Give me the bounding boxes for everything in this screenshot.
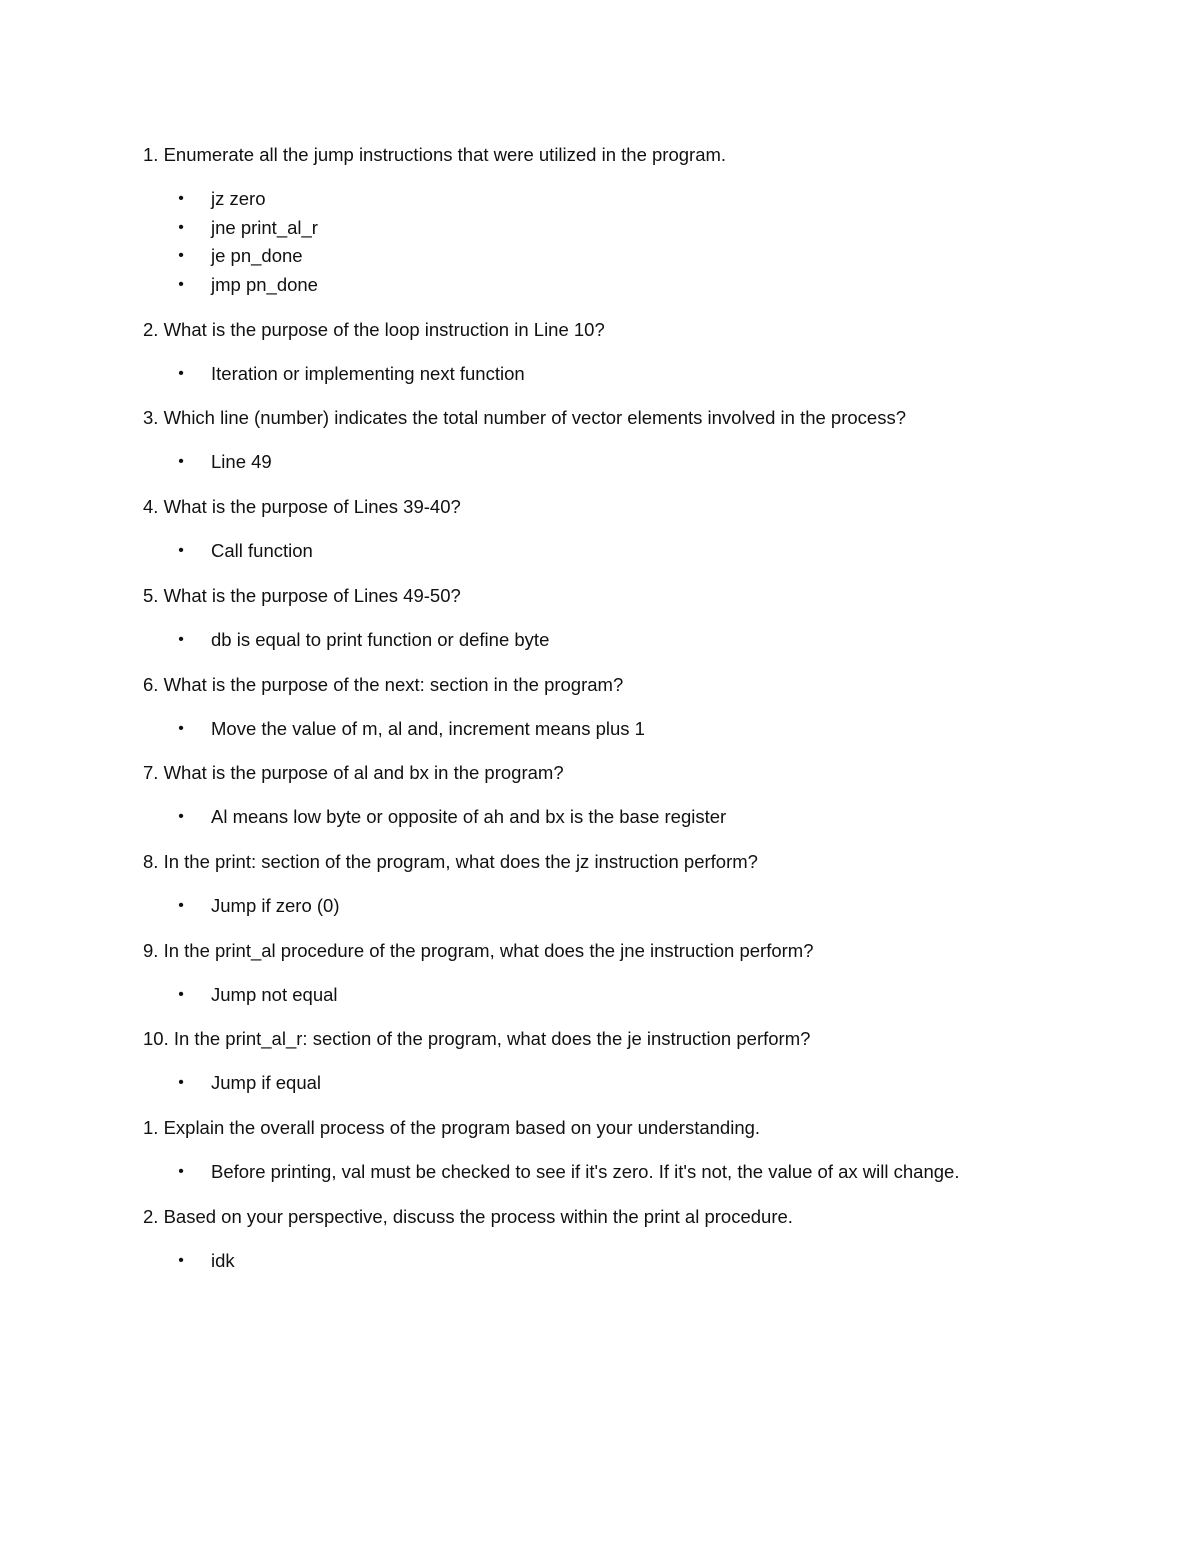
answer-item <box>143 1069 1083 1098</box>
answer-list-essay-1 <box>143 1158 1083 1187</box>
answer-item <box>143 803 1083 832</box>
bullet-icon: • <box>178 276 184 294</box>
answer-text: Before printing, val must be checked to see if it's zero. If it's not, the value of ax will change. <box>211 1160 960 1182</box>
answer-item <box>143 1158 1083 1187</box>
bullet-icon: • <box>178 630 184 648</box>
answer-text: Jump if equal <box>211 1072 322 1094</box>
question-4: 4. What is the purpose of Lines 39-40? <box>143 496 461 518</box>
answer-list-5 <box>143 626 1083 655</box>
bullet-icon: • <box>178 719 184 737</box>
question-7: 7. What is the purpose of al and bx in the program? <box>143 762 564 784</box>
answer-list-8 <box>143 892 1083 921</box>
answer-item <box>143 271 1083 300</box>
question-3: 3. Which line (number) indicates the total number of vector elements involved in the process? <box>143 407 906 429</box>
bullet-icon: • <box>178 896 184 914</box>
answer-text: Call function <box>211 540 313 562</box>
answer-item <box>143 242 1083 271</box>
answer-list-essay-2 <box>143 1247 1083 1276</box>
answer-item <box>143 185 1083 214</box>
answer-item <box>143 892 1083 921</box>
bullet-icon: • <box>178 364 184 382</box>
bullet-icon: • <box>178 1162 184 1180</box>
answer-text: Jump not equal <box>211 983 338 1005</box>
answer-item <box>143 981 1083 1010</box>
question-6: 6. What is the purpose of the next: section in the program? <box>143 673 624 695</box>
question-9: 9. In the print_al procedure of the program, what does the jne instruction perform? <box>143 939 814 961</box>
answer-text: Move the value of m, al and, increment means plus 1 <box>211 717 645 739</box>
answer-item <box>143 626 1083 655</box>
answer-list-6 <box>143 715 1083 744</box>
answer-text: idk <box>211 1249 235 1271</box>
answer-list-1 <box>143 185 1083 300</box>
answer-item <box>143 214 1083 243</box>
question-2: 2. What is the purpose of the loop instruction in Line 10? <box>143 318 605 340</box>
answer-text: Jump if zero (0) <box>211 894 340 916</box>
bullet-icon: • <box>178 542 184 560</box>
answer-list-9 <box>143 981 1083 1010</box>
question-10: 10. In the print_al_r: section of the program, what does the je instruction perform? <box>143 1028 811 1050</box>
bullet-icon: • <box>178 218 184 236</box>
bullet-icon: • <box>178 1074 184 1092</box>
bullet-icon: • <box>178 190 184 207</box>
answer-item <box>143 1247 1083 1276</box>
answer-list-3 <box>143 448 1083 477</box>
question-8: 8. In the print: section of the program, what does the jz instruction perform? <box>143 850 758 872</box>
essay-question-2: 2. Based on your perspective, discuss the process within the print al procedure. <box>143 1205 793 1227</box>
answer-text: db is equal to print function or define byte <box>211 628 550 650</box>
answer-list-10 <box>143 1069 1083 1098</box>
answer-item <box>143 537 1083 566</box>
document-content <box>143 141 1083 1291</box>
answer-item <box>143 715 1083 744</box>
answer-list-2 <box>143 360 1083 389</box>
answer-item <box>143 360 1083 389</box>
bullet-icon: • <box>178 985 184 1003</box>
answer-text: jne print_al_r <box>211 216 318 238</box>
answer-list-4 <box>143 537 1083 566</box>
answer-text: je pn_done <box>211 245 303 267</box>
answer-text: jmp pn_done <box>211 274 318 296</box>
bullet-icon: • <box>178 1251 184 1269</box>
question-5: 5. What is the purpose of Lines 49-50? <box>143 584 461 606</box>
answer-text: Al means low byte or opposite of ah and bx is the base register <box>211 806 727 828</box>
essay-question-1: 1. Explain the overall process of the program based on your understanding. <box>143 1116 761 1138</box>
answer-text: Iteration or implementing next function <box>211 362 525 384</box>
bullet-icon: • <box>178 808 184 826</box>
bullet-icon: • <box>178 247 184 265</box>
answer-item <box>143 448 1083 477</box>
bullet-icon: • <box>178 453 184 471</box>
answer-list-7 <box>143 803 1083 832</box>
question-1: 1. Enumerate all the jump instructions that were utilized in the program. <box>143 144 727 165</box>
answer-text: jz zero <box>211 188 266 209</box>
answer-text: Line 49 <box>211 451 272 473</box>
